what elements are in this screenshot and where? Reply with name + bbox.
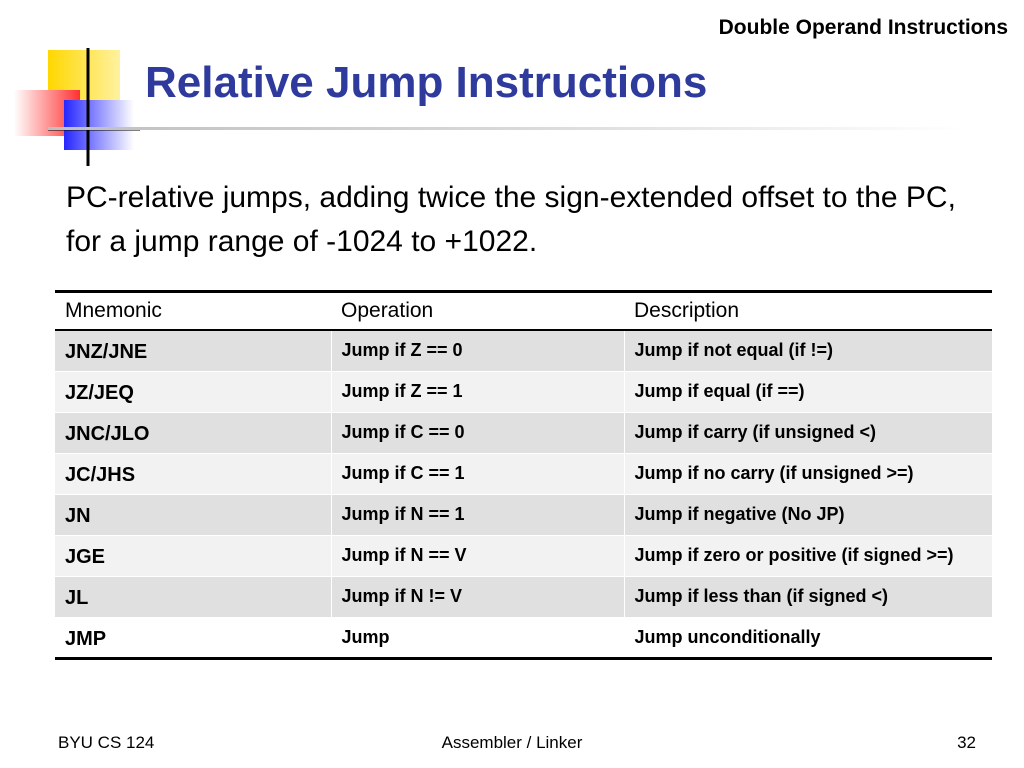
- table-row: [55, 535, 992, 576]
- mnemonic-cell: JNZ/JNE: [55, 330, 331, 371]
- operation-cell: Jump if N == 1: [331, 494, 624, 535]
- operation-cell: Jump if Z == 1: [331, 371, 624, 412]
- description-cell: Jump if negative (No JP): [624, 494, 992, 535]
- description-cell: Jump if carry (if unsigned <): [624, 412, 992, 453]
- description-cell: Jump if less than (if signed <): [624, 576, 992, 617]
- description-cell: Jump if not equal (if !=): [624, 330, 992, 371]
- mnemonic-cell: JGE: [55, 535, 331, 576]
- deco-blue-square: [64, 100, 134, 150]
- operation-cell: Jump: [331, 617, 624, 658]
- mnemonic-cell: JZ/JEQ: [55, 371, 331, 412]
- column-header-description: Description: [624, 292, 992, 331]
- intro-paragraph: PC-relative jumps, adding twice the sign-extended offset to the PC, for a jump range of -1024 to +1022.: [66, 181, 956, 258]
- operation-cell: Jump if C == 0: [331, 412, 624, 453]
- description-cell: Jump unconditionally: [624, 617, 992, 658]
- operation-cell: Jump if Z == 0: [331, 330, 624, 371]
- table-row: [55, 494, 992, 535]
- description-cell: Jump if no carry (if unsigned >=): [624, 453, 992, 494]
- mnemonic-cell: JL: [55, 576, 331, 617]
- table-header-row: [55, 292, 992, 331]
- page-title: Relative Jump Instructions: [145, 58, 708, 107]
- page-number: 32: [957, 733, 976, 752]
- description-cell: Jump if equal (if ==): [624, 371, 992, 412]
- column-header-mnemonic: Mnemonic: [55, 292, 331, 331]
- description-cell: Jump if zero or positive (if signed >=): [624, 535, 992, 576]
- section-heading: Double Operand Instructions: [718, 16, 1008, 39]
- mnemonic-cell: JNC/JLO: [55, 412, 331, 453]
- table-row: [55, 371, 992, 412]
- footer-topic: Assembler / Linker: [441, 733, 583, 752]
- operation-cell: Jump if N != V: [331, 576, 624, 617]
- mnemonic-cell: JN: [55, 494, 331, 535]
- operation-cell: Jump if N == V: [331, 535, 624, 576]
- table-row: [55, 617, 992, 658]
- table-row: [55, 576, 992, 617]
- instruction-table: [55, 290, 992, 660]
- table-row: [55, 412, 992, 453]
- footer-course: BYU CS 124: [58, 733, 155, 752]
- table-row: [55, 330, 992, 371]
- mnemonic-cell: JMP: [55, 617, 331, 658]
- operation-cell: Jump if C == 1: [331, 453, 624, 494]
- mnemonic-cell: JC/JHS: [55, 453, 331, 494]
- column-header-operation: Operation: [331, 292, 624, 331]
- table-row: [55, 453, 992, 494]
- title-divider: [48, 127, 968, 130]
